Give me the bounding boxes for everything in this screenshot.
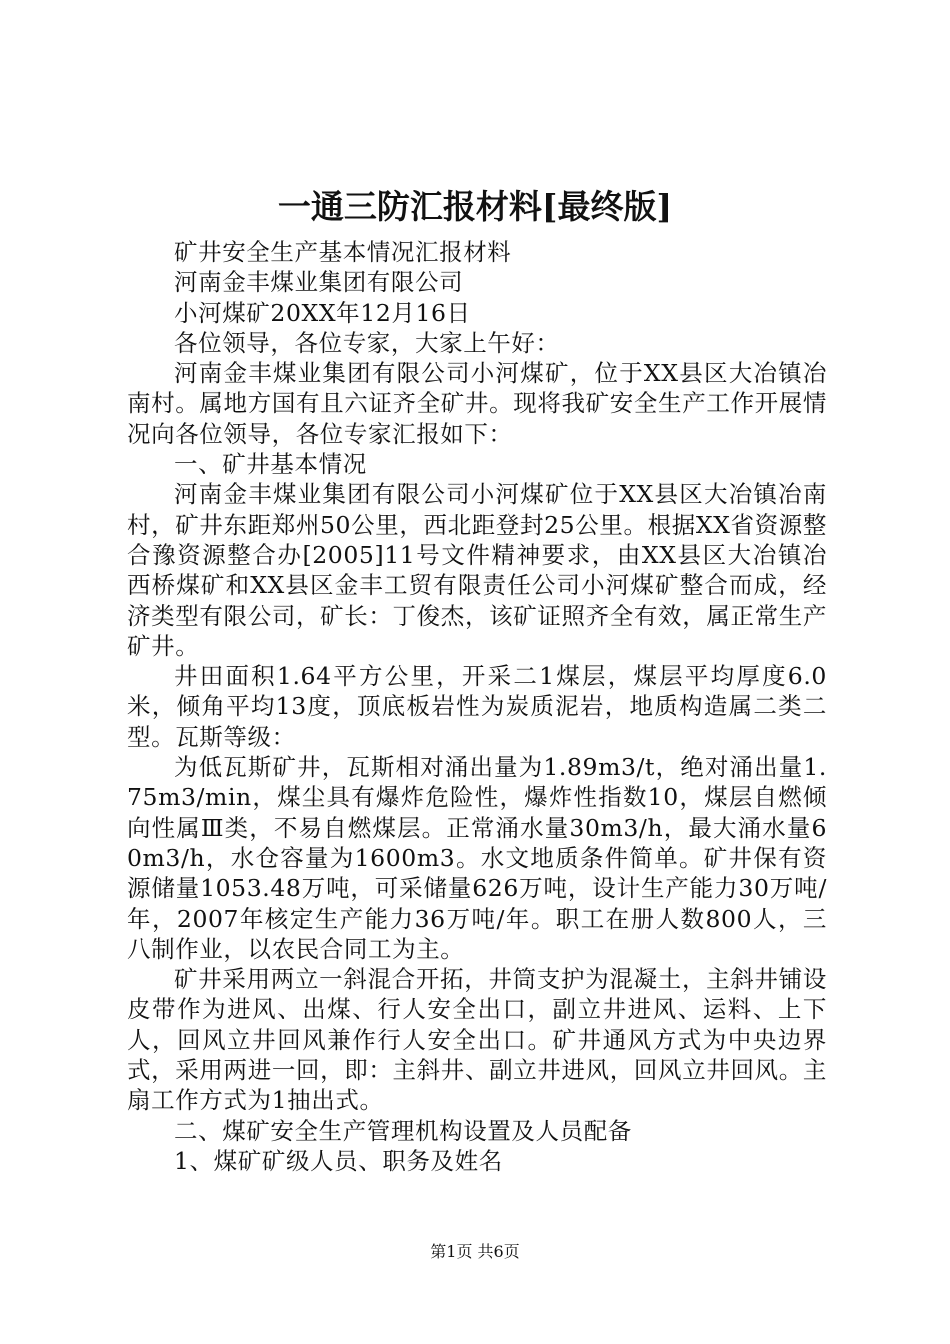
section-heading-management: 二、煤矿安全生产管理机构设置及人员配备 [174, 1116, 632, 1145]
paragraph-mine-date: 小河煤矿20XX年12月16日 [174, 298, 471, 327]
section-heading-basic-info: 一、矿井基本情况 [174, 450, 367, 479]
paragraph-report-subtitle: 矿井安全生产基本情况汇报材料 [174, 238, 512, 266]
document-body [127, 237, 827, 1176]
subsection-heading-personnel: 1、煤矿矿级人员、职务及姓名 [174, 1146, 503, 1175]
paragraph-company-name: 河南金丰煤业集团有限公司 [174, 268, 464, 297]
document-title: 一通三防汇报材料[最终版] [277, 187, 673, 226]
page-number-footer: 第1页 共6页 [430, 1242, 520, 1261]
paragraph-introduction: 河南金丰煤业集团有限公司小河煤矿，位于XX县区大冶镇冶南村。属地方国有且六证齐全矿井。现将我矿安全生产工作开展情况向各位领导，各位专家汇报如下： [127, 359, 827, 448]
paragraph-mine-location: 河南金丰煤业集团有限公司小河煤矿位于XX县区大冶镇冶南村，矿井东距郑州50公里，西北距登封25公里。根据XX省资源整合豫资源整合办[2005]11号文件精神要求，由XX县区大冶镇冶西桥煤矿和XX县区金丰工贸有限责任公司小河煤矿整合而成，经济类型有限公司，矿长：丁俊杰，该矿证照齐全有效，属正常生产矿井。 [127, 480, 827, 660]
paragraph-gas-level: 为低瓦斯矿井，瓦斯相对涌出量为1.89m3/t，绝对涌出量1.75m3/min，煤尘具有爆炸危险性，爆炸性指数10，煤层自燃倾向性属Ⅲ类，不易自燃煤层。正常涌水量30m3/h，最大涌水量60m3/h，水仓容量为1600m3。水文地质条件简单。矿井保有资源储量1053.48万吨，可采储量626万吨，设计生产能力30万吨/年，2007年核定生产能力36万吨/年。职工在册人数800人，三八制作业，以农民合同工为主。 [127, 753, 827, 963]
paragraph-development: 矿井采用两立一斜混合开拓，井筒支护为混凝土，主斜井铺设皮带作为进风、出煤、行人安全出口，副立井进风、运料、上下人，回风立井回风兼作行人安全出口。矿井通风方式为中央边界式，采用两进一回，即：主斜井、副立井进风，回风立井回风。主扇工作方式为1抽出式。 [127, 965, 827, 1115]
paragraph-greeting: 各位领导，各位专家，大家上午好： [174, 328, 560, 357]
paragraph-field-area: 井田面积1.64平方公里，开采二1煤层，煤层平均厚度6.0米，倾角平均13度，顶底板岩性为炭质泥岩，地质构造属二类二型。瓦斯等级： [127, 662, 827, 751]
